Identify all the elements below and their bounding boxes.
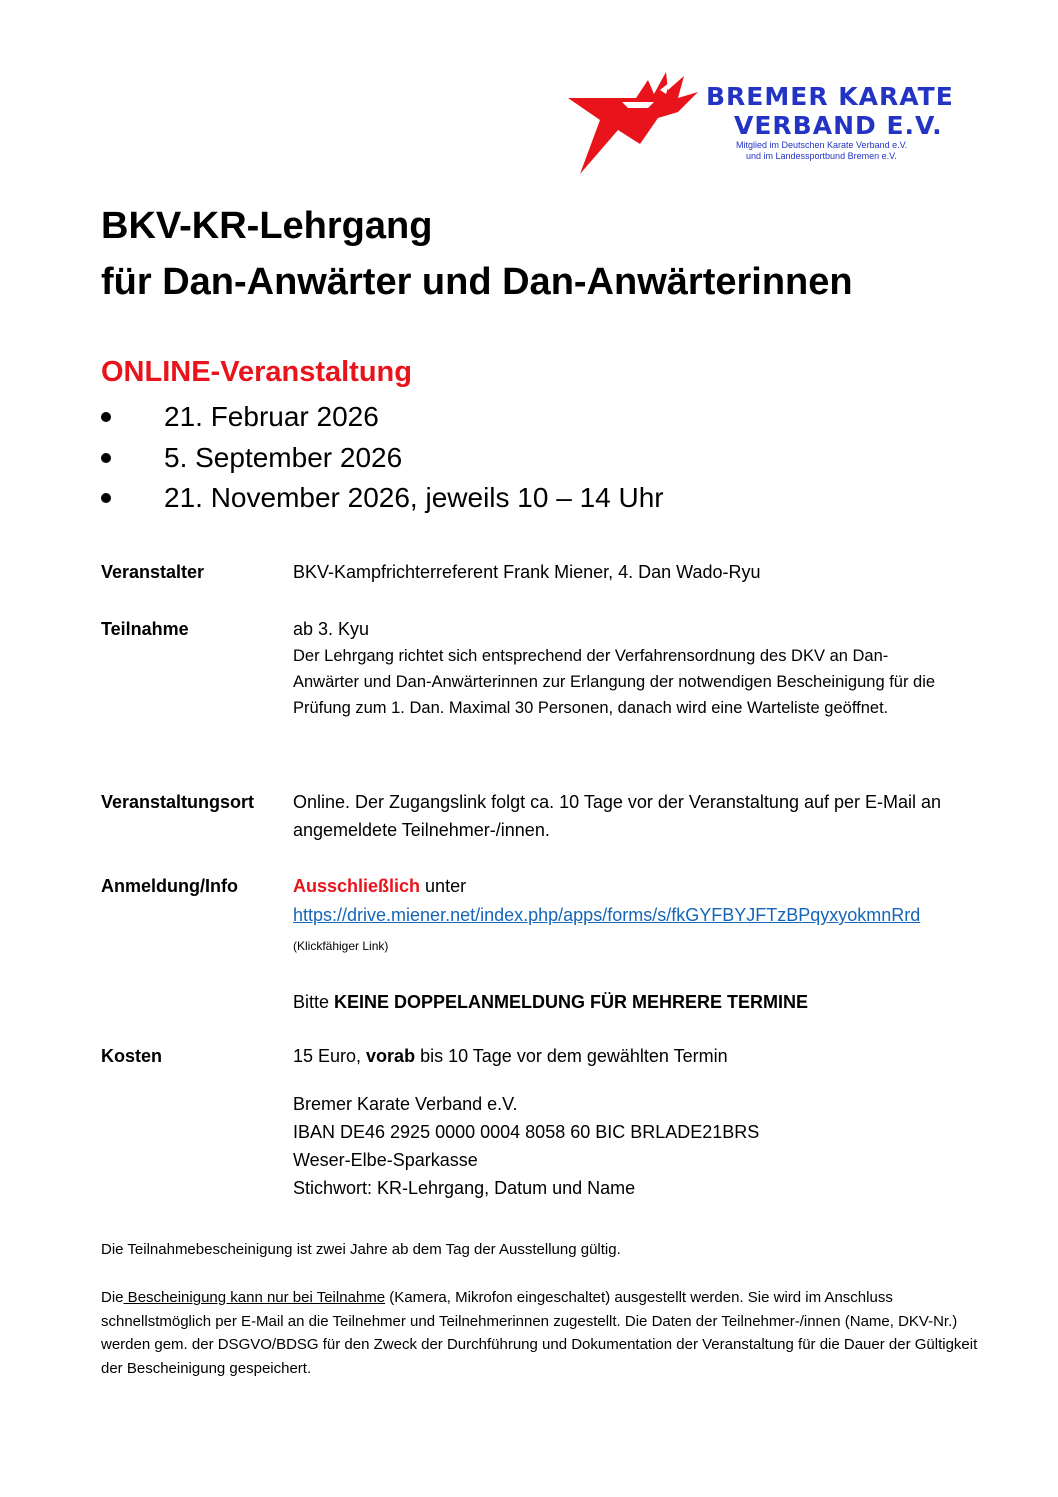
kosten-rest: bis 10 Tage vor dem gewählten Termin: [415, 1046, 728, 1066]
value-anmeldung: [293, 872, 963, 1016]
registration-link[interactable]: https://drive.miener.net/index.php/apps/forms/s/fkGYFBYJFTzBPqyxyokmnRrd: [293, 905, 921, 925]
emphasis-ausschliesslich: Ausschließlich: [293, 876, 421, 896]
value-teilnahme: ab 3. Kyu: [293, 619, 370, 639]
bank-line: Stichwort: KR-Lehrgang, Datum und Name: [293, 1178, 636, 1198]
date-item: [101, 397, 664, 438]
bank-line: IBAN DE46 2925 0000 0004 8058 60 BIC BRLADE21BRS: [293, 1122, 760, 1142]
label-veranstalter: Veranstalter: [101, 562, 205, 582]
note-no-double-registration: KEINE DOPPELANMELDUNG FÜR MEHRERE TERMINE: [334, 992, 809, 1012]
title-line1: BKV-KR-Lehrgang: [101, 205, 433, 247]
bank-line: Weser-Elbe-Sparkasse: [293, 1150, 478, 1170]
bullet-icon: [101, 493, 111, 503]
link-note: (Klickfähiger Link): [293, 939, 389, 953]
date-list: [101, 397, 664, 519]
footer-underlined: Bescheinigung kann nur bei Teilnahme: [123, 1289, 386, 1306]
certificate-note: [101, 1286, 981, 1380]
bullet-icon: [101, 453, 111, 463]
label-kosten: Kosten: [101, 1046, 163, 1066]
note-prefix: Bitte: [293, 992, 335, 1012]
bullet-icon: [101, 412, 111, 422]
date-item: [101, 478, 664, 519]
label-ort: Veranstaltungsort: [101, 792, 255, 812]
teilnahme-details: Der Lehrgang richtet sich entsprechend der Verfahrensordnung des DKV an Dan-Anwärter und Dan-Anwärterinnen zur Erlangung der notwendigen Bescheinigung für die Prüfung zum 1. Dan. Maximal 30 Personen, danach wird eine Warteliste geöffnet.: [293, 647, 936, 717]
bank-line: Bremer Karate Verband e.V.: [293, 1094, 518, 1114]
logo-subline-1: Mitglied im Deutschen Karate Verband e.V.: [736, 140, 908, 150]
label-anmeldung: Anmeldung/Info: [101, 876, 238, 896]
logo: [566, 68, 1006, 178]
value-veranstalter: BKV-Kampfrichterreferent Frank Miener, 4. Dan Wado-Ryu: [293, 562, 761, 582]
date-text: 21. November 2026, jeweils 10 – 14 Uhr: [164, 482, 664, 513]
label-teilnahme: Teilnahme: [101, 619, 189, 639]
value-ort: Online. Der Zugangslink folgt ca. 10 Tage vor der Veranstaltung auf per E-Mail an angemeldete Teilnehmer-/innen.: [293, 792, 942, 840]
footer-rest: (Kamera, Mikrofon eingeschaltet) ausgestellt werden. Sie wird im Anschluss schnellstmöglich per E-Mail an die Teilnehmer und Teilnehmerinnen zugestellt. Die Daten der Teilnehmer-/innen (Name, DKV-Nr.) werden gem. der DSGVO/BDSG für den Zweck der Durchführung und Dokumentation der Veranstaltung für die Dauer der Gültigkeit der Bescheinigung gespeichert.: [101, 1289, 978, 1377]
online-heading: ONLINE-Veranstaltung: [101, 356, 412, 388]
bank-details: [293, 1090, 963, 1202]
karate-bird-logo-icon: [566, 68, 706, 178]
date-text: 21. Februar 2026: [164, 401, 379, 432]
logo-subline-2: und im Landessportbund Bremen e.V.: [746, 151, 897, 161]
footer-start: Die: [101, 1289, 124, 1306]
logo-name-line1: BREMER KARATE: [706, 82, 954, 111]
validity-note: Die Teilnahmebescheinigung ist zwei Jahre ab dem Tag der Ausstellung gültig.: [101, 1241, 621, 1258]
title-line2: für Dan-Anwärter und Dan-Anwärterinnen: [101, 261, 853, 303]
logo-name-line2: VERBAND E.V.: [734, 111, 943, 140]
kosten-amount: 15 Euro,: [293, 1046, 367, 1066]
date-item: [101, 438, 664, 479]
date-text: 5. September 2026: [164, 441, 403, 473]
value-teilnahme-block: [293, 615, 963, 721]
anmeldung-unter: unter: [420, 876, 467, 896]
value-kosten: [293, 1042, 963, 1202]
kosten-vorab: vorab: [366, 1046, 416, 1066]
page-title: [101, 198, 853, 310]
